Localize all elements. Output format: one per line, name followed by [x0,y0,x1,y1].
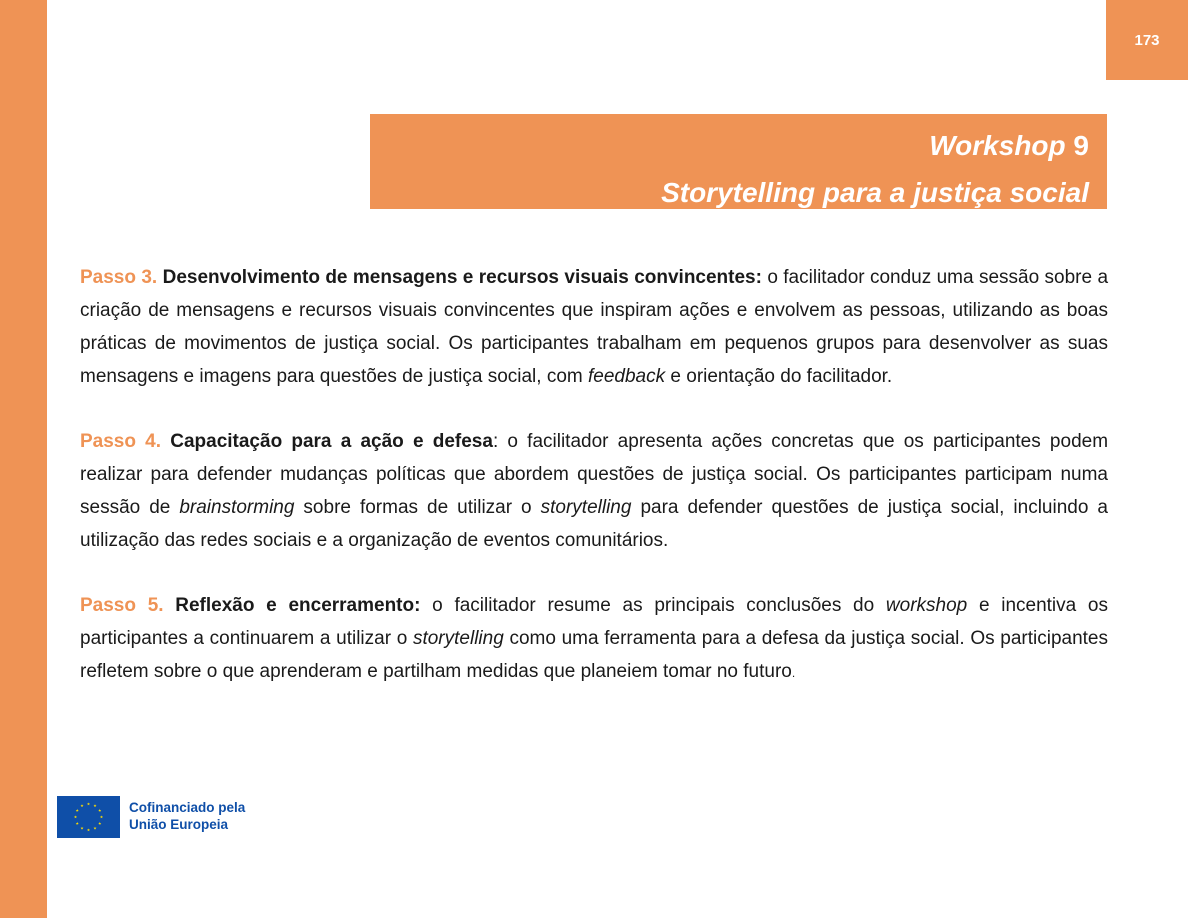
workshop-subtitle: Storytelling para a justiça social [661,177,1089,208]
eu-star [93,804,96,807]
step-text: : o facilitador apresenta ações concretas que os participantes podem realizar para defender mudanças políticas que abordem questões de justiça social. Os participantes participam numa sessão de [80,431,1109,518]
eu-star [87,828,90,831]
eu-star [76,809,79,812]
step-title: Capacitação para a ação e defesa [170,431,493,452]
step-label: Passo 4. [80,431,162,452]
step-label: Passo 3. [80,267,158,288]
step-text: como uma ferramenta para a defesa da justiça social. Os participantes refletem sobre o que aprenderam e partilham medidas que planeiem tomar no futuro [80,628,1109,682]
step-title: Reflexão e encerramento: [175,595,421,616]
step-italic-term: brainstorming [179,497,295,518]
eu-stars-icon [57,796,120,838]
step-4-paragraph [80,425,1108,557]
workshop-prefix: Workshop [929,130,1066,161]
eu-funding-text [129,799,245,833]
title-banner [370,114,1107,209]
step-title: Desenvolvimento de mensagens e recursos visuais convincentes: [162,267,762,288]
step-text: o facilitador conduz uma sessão sobre a criação de mensagens e recursos visuais convincentes que inspiram ações e envolvem as pessoas, utilizando as boas práticas de movimentos de justiça social. Os participantes trabalham em pequenos grupos para desenvolver as suas mensagens e imagens para questões de justiça social, com [80,267,1109,387]
eu-funding-line-1: Cofinanciado pela [129,800,246,815]
eu-star [100,815,103,818]
eu-funding-line-2: União Europeia [129,817,229,832]
eu-star [98,809,101,812]
step-text: para defender questões de justiça social, incluindo a utilização das redes sociais e a organização de eventos comunitários. [80,497,1108,551]
step-italic-term: storytelling [540,497,632,518]
step-italic-term: workshop [885,595,968,616]
eu-star [87,802,90,805]
eu-star [93,827,96,830]
left-accent-bar [0,0,47,918]
step-text: sobre formas de utilizar o [294,497,541,518]
step-5-paragraph [80,589,1108,690]
step-text: o facilitador resume as principais conclusões do [420,595,886,616]
eu-star [80,804,83,807]
step-italic-term: storytelling [412,628,504,649]
main-content [80,261,1108,722]
workshop-title [370,122,1089,169]
page-number: 173 [1106,0,1188,80]
eu-star [80,827,83,830]
step-text: e orientação do facilitador. [665,366,893,387]
eu-star [74,815,77,818]
step-label: Passo 5. [80,595,164,616]
step-text: e incentiva os participantes a continuarem a utilizar o [80,595,1108,649]
step-italic-term: feedback [588,366,666,387]
step-end-mark: . [791,666,796,680]
step-3-paragraph [80,261,1108,393]
workshop-number: 9 [1073,130,1089,161]
eu-star [98,822,101,825]
eu-flag-icon [57,796,120,838]
eu-star [76,822,79,825]
